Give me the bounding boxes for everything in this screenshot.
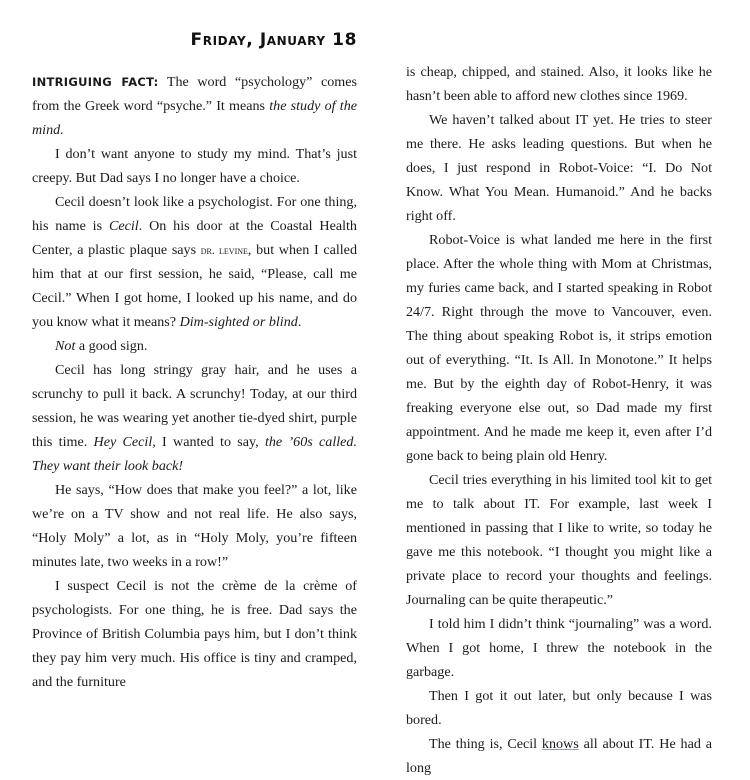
door-plaque-text: dr. levine bbox=[200, 243, 248, 257]
paragraph: is cheap, chipped, and stained. Also, it looks like he hasn’t been able to afford new clothes since 1969. bbox=[406, 64, 712, 104]
right-page-text bbox=[406, 60, 712, 780]
paragraph: He says, “How does that make you feel?” a lot, like we’re on a TV show and not real life. He also says, “Holy Moly” a lot, as in “Holy Moly, you’re fifteen minutes late, two weeks in a row!” bbox=[32, 482, 357, 570]
paragraph: I don’t want anyone to study my mind. That’s just creepy. But Dad says I no longer have a choice. bbox=[32, 146, 357, 186]
intriguing-fact-label: INTRIGUING FACT: bbox=[32, 75, 159, 89]
left-page-text bbox=[32, 70, 357, 694]
paragraph: Then I got it out later, but only because I was bored. bbox=[406, 688, 712, 728]
paragraph: Robot-Voice is what landed me here in the first place. After the whole thing with Mom at Christmas, my furies came back, and I started speaking in Robot 24/7. Right through the move to Vancouver, even. The thing about speaking Robot is, it strips emotion out of everything. “It. Is All. In Monotone.” It helps me. But by the eighth day of Robot-Henry, it was freaking everyone else out, so Dad made my first appointment. And he made me keep it, even after I’d gone back to being plain old Henry. bbox=[406, 232, 712, 464]
chapter-heading: Friday, January 18 bbox=[190, 30, 357, 50]
paragraph: We haven’t talked about IT yet. He tries to steer me there. He asks leading questions. But when he does, I just respond in Robot-Voice: “I. Do Not Know. What You Mean. Humanoid.” And he backs right off. bbox=[406, 112, 712, 224]
paragraph: Not a good sign. bbox=[55, 338, 148, 354]
paragraph: I told him I didn’t think “journaling” was a word. When I got home, I threw the notebook in the garbage. bbox=[406, 616, 712, 680]
paragraph: I suspect Cecil is not the crème de la crème of psychologists. For one thing, he is free. Dad says the Province of British Columbia pays him, but I don’t think they pay him very much. His office is tiny and cramped, and the furniture bbox=[32, 578, 357, 690]
paragraph: The thing is, Cecil knows all about IT. He had a long bbox=[406, 736, 712, 776]
paragraph: Cecil has long stringy gray hair, and he uses a scrunchy to pull it back. A scrunchy! Today, at our third session, he was wearing yet another tie-dyed shirt, purple this time. Hey Cecil, I wanted to say, the ’60s called. They want their look back! bbox=[32, 362, 357, 474]
paragraph: Cecil tries everything in his limited tool kit to get me to talk about IT. For example, last week I mentioned in passing that I like to write, so today he gave me this notebook. “I thought you might like a private place to record your thoughts and feelings. Journaling can be quite therapeutic.” bbox=[406, 472, 712, 608]
paragraph: INTRIGUING FACT: The word “psychology” comes from the Greek word “psyche.” It means the study of the mind. bbox=[32, 74, 358, 138]
underlined-word: knows bbox=[541, 736, 579, 752]
paragraph: Cecil doesn’t look like a psychologist. For one thing, his name is Cecil. On his door at the Coastal Health Center, a plastic plaque says dr. levine, but when I called him that at our first session, he said, “Please, call me Cecil.” When I got home, I looked up his name, and do you know what it means? Dim-sighted or blind. bbox=[32, 194, 357, 330]
